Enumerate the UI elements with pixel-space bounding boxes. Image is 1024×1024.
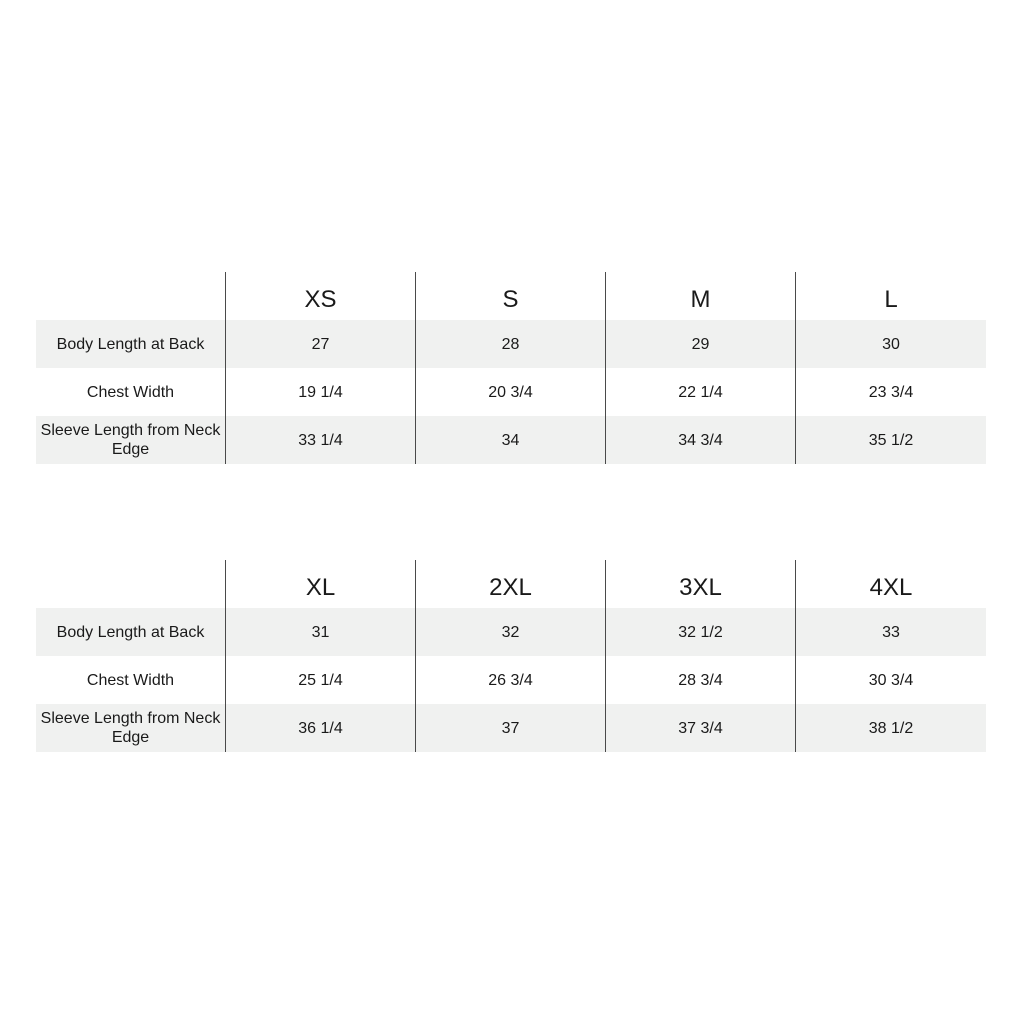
table-cell: 34 3/4 [606,416,796,464]
table-cell: 30 3/4 [868,671,914,689]
table-cell: 28 3/4 [606,656,796,704]
row-label: Sleeve Length from Neck Edge [36,416,226,464]
size-header: M [606,272,796,320]
table-cell: 34 [416,416,606,464]
table-cell: 29 [606,320,796,368]
table-cell: 28 [416,320,606,368]
size-header: XS [226,272,416,320]
table-cell: 33 [796,608,986,656]
row-label: Body Length at Back [36,320,226,368]
table-cell: 37 3/4 [606,704,796,752]
size-header: 4XL [869,573,913,601]
table-cell: 33 1/4 [226,416,416,464]
table-cell: 30 [796,320,986,368]
corner-cell [36,272,226,320]
table-cell: 32 [416,608,606,656]
corner-cell [36,560,226,608]
table-cell: 38 1/2 [796,704,986,752]
row-label: Sleeve Length from Neck Edge [36,704,226,752]
table-cell: 36 1/4 [226,704,416,752]
size-chart-table-2 [36,560,988,752]
size-header: XL [226,560,416,608]
row-label: Chest Width [36,368,226,416]
table-cell: 22 1/4 [606,368,796,416]
table-cell: 26 3/4 [416,656,606,704]
size-header: S [416,272,606,320]
size-chart-table-1 [36,272,988,464]
table-cell: 23 3/4 [868,383,914,401]
table-cell: 37 [416,704,606,752]
row-label: Chest Width [36,656,226,704]
size-header: 2XL [416,560,606,608]
table-cell: 20 3/4 [416,368,606,416]
row-label: Body Length at Back [36,608,226,656]
table-cell: 31 [226,608,416,656]
table-cell: 35 1/2 [796,416,986,464]
table-cell: 25 1/4 [226,656,416,704]
table-cell: 19 1/4 [226,368,416,416]
size-header: 3XL [606,560,796,608]
table-cell: 32 1/2 [606,608,796,656]
table-cell: 27 [226,320,416,368]
size-header: L [884,285,898,313]
